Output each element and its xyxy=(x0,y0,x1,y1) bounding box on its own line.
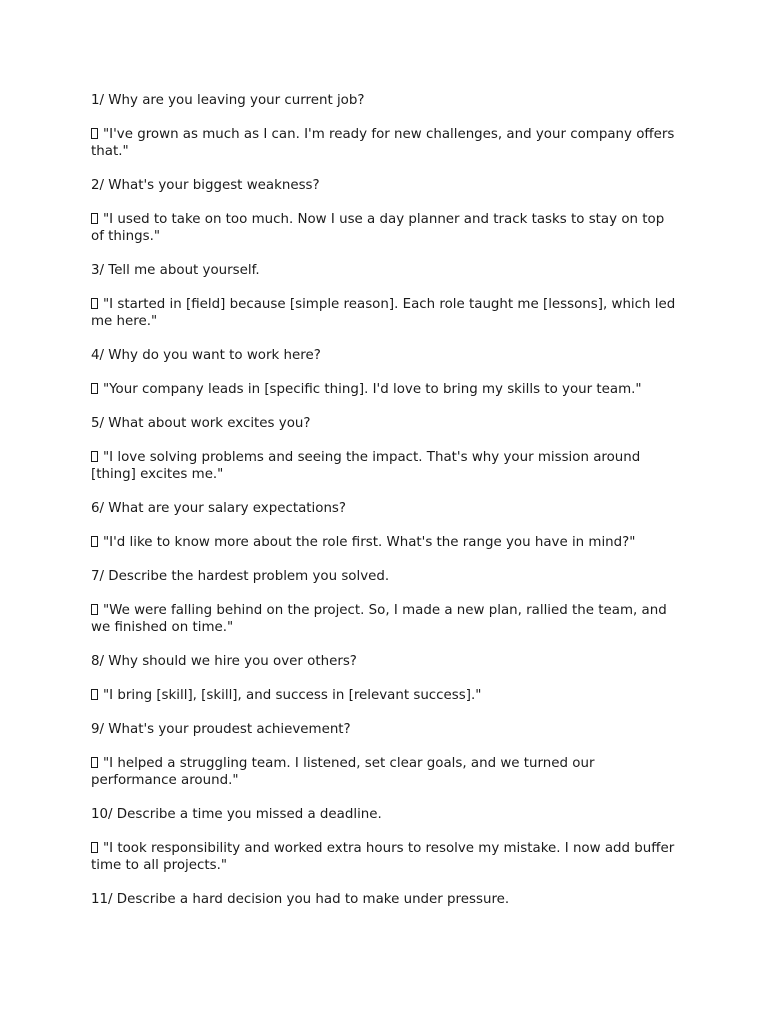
answer-text: "We were falling behind on the project. So, I made a new plan, rallied the team, and we finished on time." xyxy=(91,603,667,635)
answer-text: "I took responsibility and worked extra hours to resolve my mistake. I now add buffer time to all projects." xyxy=(91,841,675,873)
question-11: 11/ Describe a hard decision you had to make under pressure. xyxy=(91,892,510,907)
question-2: 2/ What's your biggest weakness? xyxy=(91,178,320,193)
question-9: 9/ What's your proudest achievement? xyxy=(91,722,351,737)
answer-3 xyxy=(91,296,681,330)
answer-4 xyxy=(91,381,681,398)
answer-text: "I used to take on too much. Now I use a day planner and track tasks to stay on top of things." xyxy=(91,212,665,244)
answer-7 xyxy=(91,602,681,636)
missing-glyph-icon xyxy=(91,128,98,139)
answer-10 xyxy=(91,840,681,874)
missing-glyph-icon xyxy=(91,536,98,547)
question-7: 7/ Describe the hardest problem you solved. xyxy=(91,569,390,584)
answer-text: "I'd like to know more about the role first. What's the range you have in mind?" xyxy=(103,535,636,550)
missing-glyph-icon xyxy=(91,451,98,462)
missing-glyph-icon xyxy=(91,842,98,853)
missing-glyph-icon xyxy=(91,213,98,224)
answer-text: "I've grown as much as I can. I'm ready for new challenges, and your company offers that." xyxy=(91,127,675,159)
answer-text: "I bring [skill], [skill], and success in [relevant success]." xyxy=(103,688,482,703)
missing-glyph-icon xyxy=(91,604,98,615)
answer-9 xyxy=(91,755,681,789)
answer-8 xyxy=(91,687,681,704)
missing-glyph-icon xyxy=(91,298,98,309)
answer-1 xyxy=(91,126,681,160)
question-5: 5/ What about work excites you? xyxy=(91,416,311,431)
answer-6 xyxy=(91,534,681,551)
answer-text: "I helped a struggling team. I listened, set clear goals, and we turned our performance around." xyxy=(91,756,595,788)
missing-glyph-icon xyxy=(91,383,98,394)
question-8: 8/ Why should we hire you over others? xyxy=(91,654,357,669)
answer-5 xyxy=(91,449,681,483)
answer-2 xyxy=(91,211,681,245)
answer-text: "Your company leads in [specific thing]. I'd love to bring my skills to your team." xyxy=(103,382,642,397)
missing-glyph-icon xyxy=(91,757,98,768)
question-10: 10/ Describe a time you missed a deadline. xyxy=(91,807,382,822)
answer-text: "I love solving problems and seeing the impact. That's why your mission around [thing] excites me." xyxy=(91,450,641,482)
qa-list xyxy=(91,92,681,925)
question-4: 4/ Why do you want to work here? xyxy=(91,348,321,363)
question-1: 1/ Why are you leaving your current job? xyxy=(91,93,365,108)
answer-text: "I started in [field] because [simple reason]. Each role taught me [lessons], which led me here." xyxy=(91,297,676,329)
question-6: 6/ What are your salary expectations? xyxy=(91,501,347,516)
question-3: 3/ Tell me about yourself. xyxy=(91,263,260,278)
missing-glyph-icon xyxy=(91,689,98,700)
